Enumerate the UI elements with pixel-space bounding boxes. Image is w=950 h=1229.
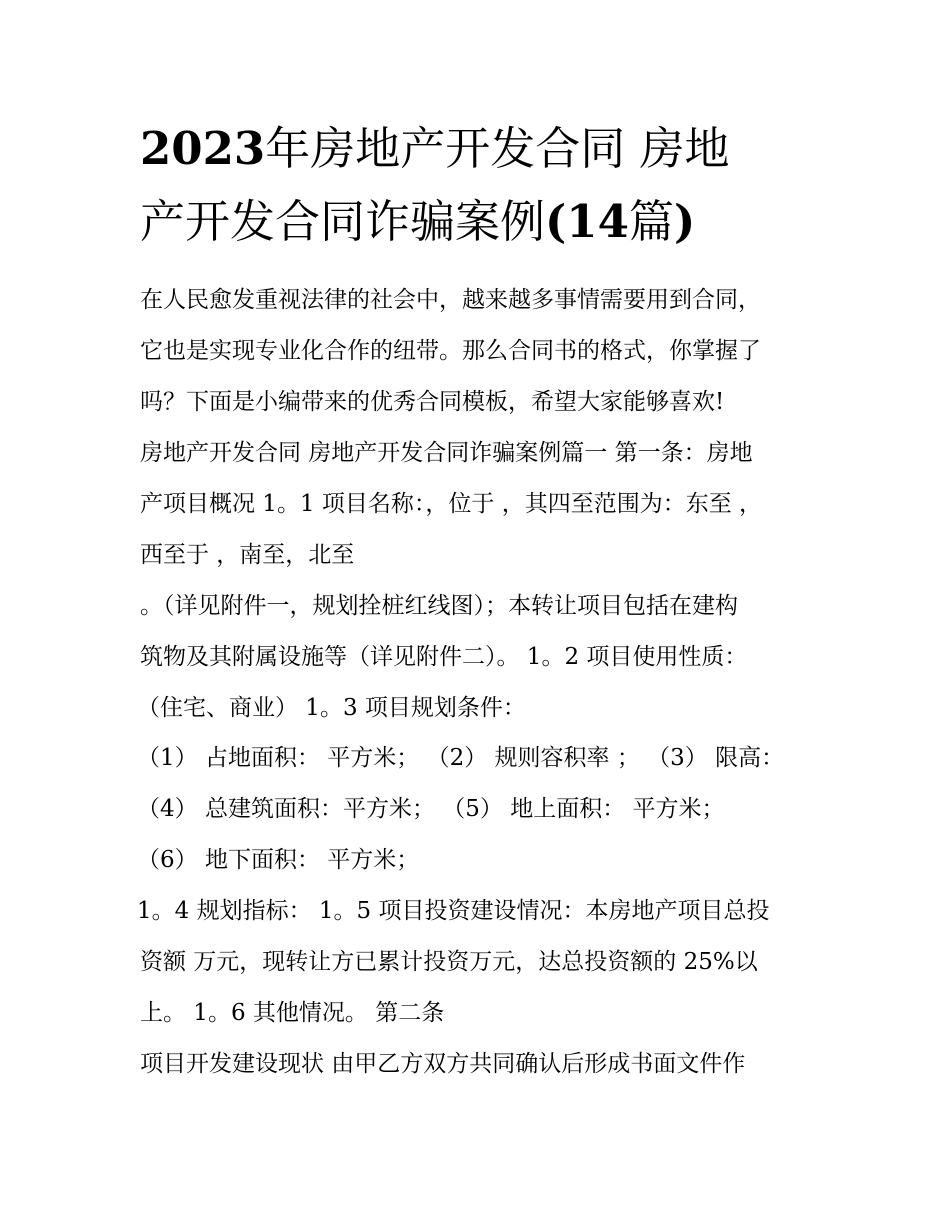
title-close-paren: ) <box>673 195 696 248</box>
document-title <box>140 112 820 258</box>
title-count-unit: 篇 <box>628 195 674 248</box>
title-year: 2023 <box>140 122 266 175</box>
body-line: 筑物及其附属设施等（详见附件二）。 1。2 项目使用性质： <box>140 644 748 670</box>
body-line: 西至于 ，南至，北至 <box>140 542 355 568</box>
body-line: 上。 1。6 其他情况。 第二条 <box>140 1000 445 1026</box>
body-line: 。（详见附件一，规划拴桩红线图）；本转让项目包括在建构 <box>140 593 738 619</box>
body-line: （6） 地下面积： 平方米； <box>137 847 420 873</box>
body-line: （1） 占地面积： 平方米； （2） 规则容积率 ； （3） 限高： <box>137 745 785 771</box>
body-line: 吗？下面是小编带来的优秀合同模板，希望大家能够喜欢! <box>140 389 725 415</box>
body-line: （4） 总建筑面积：平方米； （5） 地上面积： 平方米； <box>137 796 725 822</box>
title-line1-text: 年房地产开发合同 房地 <box>265 122 730 175</box>
body-line: 房地产开发合同 房地产开发合同诈骗案例篇一 第一条：房地 <box>140 440 753 466</box>
title-count: (14 <box>545 195 629 248</box>
body-line: 资额 万元，现转让方已累计投资万元，达总投资额的 25%以 <box>140 949 758 975</box>
body-line: 它也是实现专业化合作的纽带。那么合同书的格式，你掌握了 <box>140 338 761 364</box>
title-line2-text: 产开发合同诈骗案例 <box>140 195 546 248</box>
body-line: 在人民愈发重视法律的社会中，越来越多事情需要用到合同， <box>140 287 761 313</box>
body-line: （住宅、商业） 1。3 项目规划条件： <box>137 695 526 721</box>
body-line: 1。4 规划指标： 1。5 项目投资建设情况：本房地产项目总投 <box>137 898 770 924</box>
body-line: 产项目概况 1。1 项目名称：，位于 ，其四至范围为：东至 ， <box>140 491 763 517</box>
body-line: 项目开发建设现状 由甲乙方双方共同确认后形成书面文件作 <box>140 1051 746 1077</box>
